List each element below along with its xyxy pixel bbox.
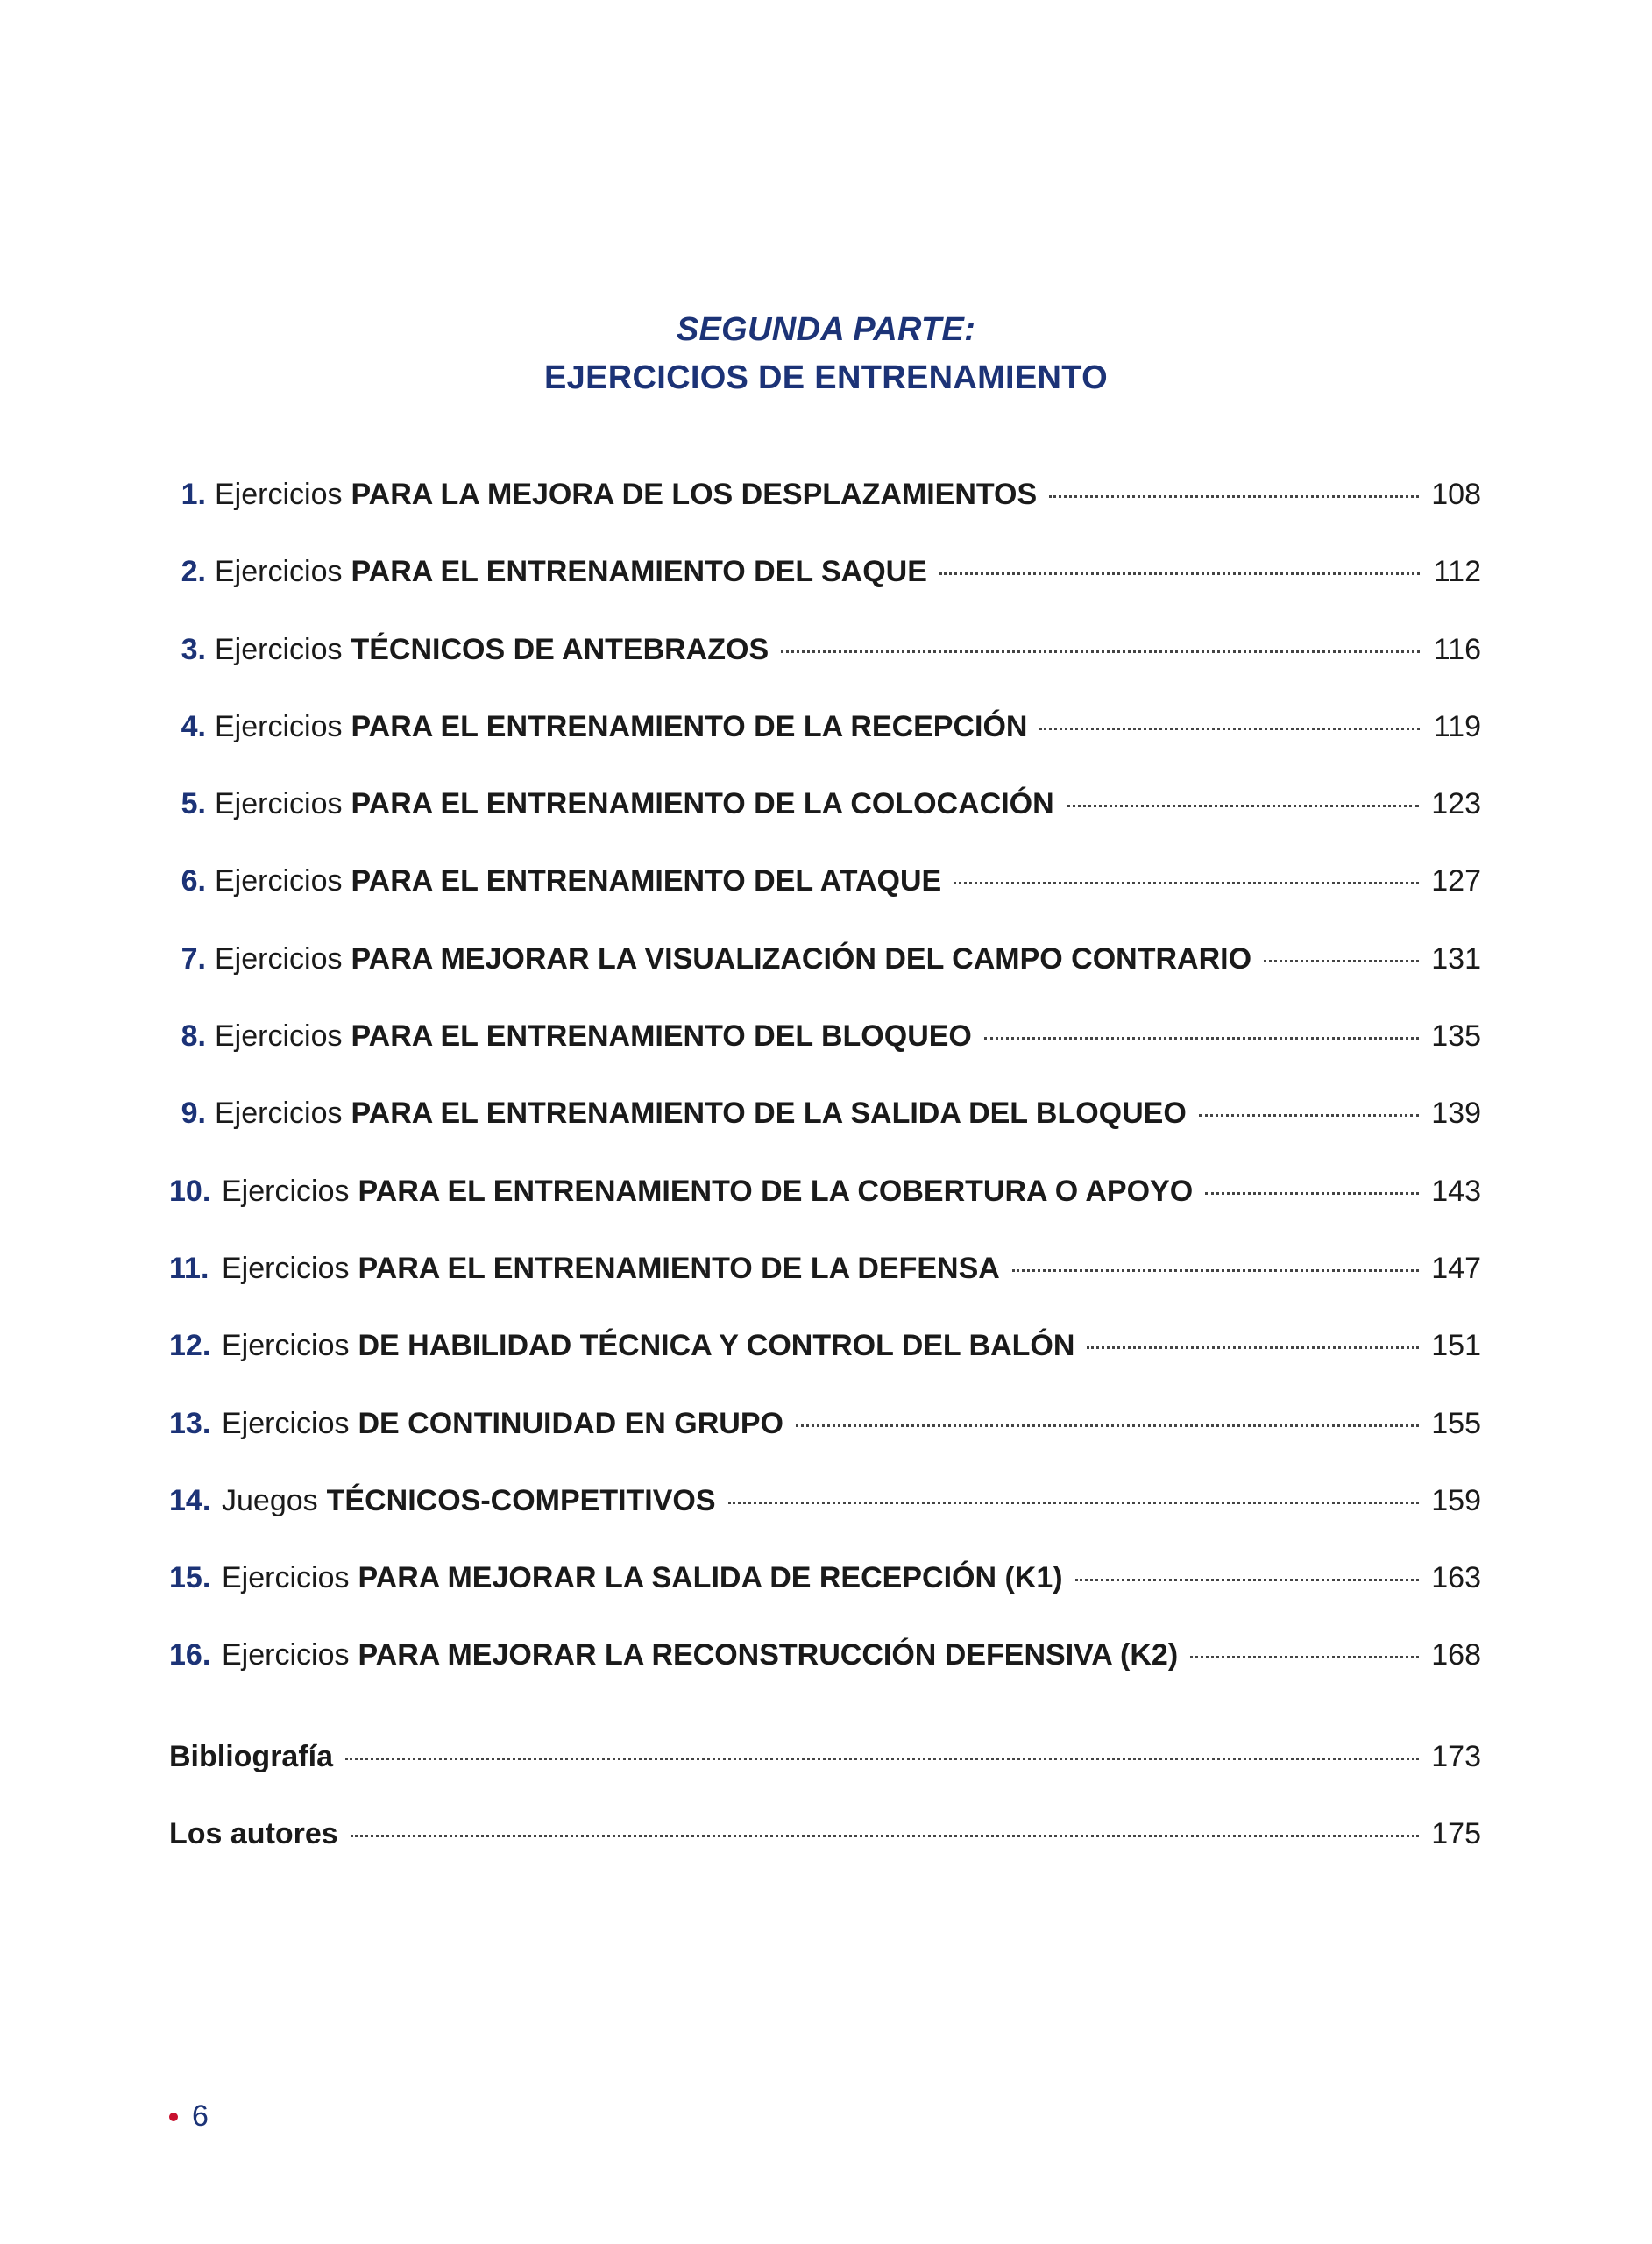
entry-number: 15. <box>169 1561 211 1595</box>
entry-number: 16. <box>169 1638 211 1672</box>
entry-title: TÉCNICOS-COMPETITIVOS <box>326 1483 716 1517</box>
entry-number: 5. <box>181 787 206 821</box>
bullet-icon <box>169 2113 178 2121</box>
toc-entry[interactable] <box>169 555 1481 632</box>
entry-prefix: Ejercicios <box>222 1561 350 1595</box>
entry-prefix: Ejercicios <box>222 1174 350 1208</box>
entry-title: PARA MEJORAR LA VISUALIZACIÓN DEL CAMPO CONTRARIO <box>351 941 1252 976</box>
toc-entry[interactable] <box>169 1019 1481 1097</box>
entry-page: 159 <box>1431 1483 1481 1517</box>
entry-page: 139 <box>1431 1097 1481 1131</box>
entry-number: 9. <box>181 1097 206 1131</box>
entry-prefix: Ejercicios <box>215 1097 343 1131</box>
dot-leader <box>1067 805 1420 807</box>
page-footer <box>169 2099 209 2134</box>
entry-title: PARA EL ENTRENAMIENTO DEL BLOQUEO <box>351 1019 972 1054</box>
back-matter-entry[interactable] <box>169 1817 1481 1894</box>
entry-title: PARA MEJORAR LA RECONSTRUCCIÓN DEFENSIVA (K2) <box>358 1638 1179 1672</box>
entry-title: PARA EL ENTRENAMIENTO DEL SAQUE <box>351 555 927 589</box>
part-heading: SEGUNDA PARTE: <box>676 311 976 348</box>
section-title: EJERCICIOS DE ENTRENAMIENTO <box>544 359 1108 396</box>
entry-number: 7. <box>181 941 206 976</box>
dot-leader <box>1087 1346 1419 1349</box>
back-matter-entry[interactable] <box>169 1740 1481 1817</box>
entry-number: 13. <box>169 1406 211 1440</box>
toc-entry[interactable] <box>169 942 1481 1019</box>
entry-prefix: Ejercicios <box>215 1019 343 1054</box>
entry-title: TÉCNICOS DE ANTEBRAZOS <box>351 632 769 666</box>
entry-prefix: Ejercicios <box>222 1406 350 1440</box>
entry-number: 14. <box>169 1483 211 1517</box>
entry-page: 147 <box>1431 1251 1481 1285</box>
entry-number: 11. <box>169 1251 209 1285</box>
toc-entry[interactable] <box>169 1252 1481 1329</box>
dot-leader <box>781 650 1420 653</box>
toc-entry[interactable] <box>169 1329 1481 1406</box>
entry-prefix: Ejercicios <box>215 709 343 743</box>
entry-number: 8. <box>181 1019 206 1054</box>
dot-leader <box>351 1835 1420 1837</box>
entry-page: 151 <box>1431 1329 1481 1363</box>
entry-title: PARA EL ENTRENAMIENTO DE LA COBERTURA O APOYO <box>358 1174 1194 1208</box>
entry-title: PARA MEJORAR LA SALIDA DE RECEPCIÓN (K1) <box>358 1561 1063 1595</box>
dot-leader <box>1075 1579 1420 1581</box>
table-of-contents <box>169 478 1481 1716</box>
entry-title: DE HABILIDAD TÉCNICA Y CONTROL DEL BALÓN <box>358 1329 1075 1363</box>
dot-leader <box>1012 1269 1419 1272</box>
toc-entry[interactable] <box>169 710 1481 787</box>
entry-number: 2. <box>181 555 206 589</box>
entry-page: 116 <box>1433 632 1481 666</box>
entry-number: 10. <box>169 1174 211 1208</box>
entry-title: DE CONTINUIDAD EN GRUPO <box>358 1406 783 1440</box>
dot-leader <box>796 1424 1419 1427</box>
toc-entry[interactable] <box>169 1175 1481 1252</box>
toc-entry[interactable] <box>169 787 1481 864</box>
entry-prefix: Ejercicios <box>222 1251 350 1285</box>
toc-entry[interactable] <box>169 1638 1481 1715</box>
entry-page: 135 <box>1431 1019 1481 1054</box>
entry-number: 12. <box>169 1329 211 1363</box>
entry-prefix: Ejercicios <box>215 478 343 511</box>
entry-title: PARA EL ENTRENAMIENTO DEL ATAQUE <box>351 864 942 898</box>
dot-leader <box>1205 1192 1419 1195</box>
entry-title: Los autores <box>169 1817 338 1851</box>
entry-prefix: Ejercicios <box>215 864 343 898</box>
dot-leader <box>1264 960 1419 962</box>
page-number: 6 <box>192 2099 209 2133</box>
toc-entry[interactable] <box>169 1484 1481 1561</box>
entry-number: 1. <box>181 478 206 511</box>
dot-leader <box>345 1758 1419 1760</box>
entry-prefix: Ejercicios <box>222 1638 350 1672</box>
entry-page: 155 <box>1431 1406 1481 1440</box>
dot-leader <box>1039 728 1420 730</box>
toc-entry[interactable] <box>169 633 1481 710</box>
entry-page: 163 <box>1431 1561 1481 1595</box>
entry-prefix: Ejercicios <box>215 632 343 666</box>
dot-leader <box>939 572 1420 575</box>
toc-entry[interactable] <box>169 478 1481 555</box>
entry-prefix: Ejercicios <box>215 787 343 821</box>
dot-leader <box>1049 495 1419 498</box>
entry-page: 131 <box>1431 941 1481 976</box>
entry-page: 127 <box>1431 864 1481 898</box>
dot-leader <box>1190 1656 1419 1658</box>
entry-title: PARA EL ENTRENAMIENTO DE LA SALIDA DEL BLOQUEO <box>351 1097 1187 1131</box>
dot-leader <box>954 882 1419 884</box>
entry-prefix: Ejercicios <box>215 555 343 589</box>
dot-leader <box>984 1037 1419 1040</box>
entry-page: 168 <box>1431 1638 1481 1672</box>
entry-title: PARA EL ENTRENAMIENTO DE LA DEFENSA <box>358 1251 1000 1285</box>
entry-page: 173 <box>1431 1740 1481 1773</box>
entry-title: Bibliografía <box>169 1740 334 1773</box>
entry-page: 119 <box>1433 709 1481 743</box>
dot-leader <box>728 1502 1420 1504</box>
toc-entry[interactable] <box>169 1097 1481 1174</box>
entry-title: PARA LA MEJORA DE LOS DESPLAZAMIENTOS <box>351 478 1038 511</box>
entry-page: 143 <box>1431 1174 1481 1208</box>
entry-title: PARA EL ENTRENAMIENTO DE LA RECEPCIÓN <box>351 709 1028 743</box>
entry-title: PARA EL ENTRENAMIENTO DE LA COLOCACIÓN <box>351 787 1054 821</box>
entry-prefix: Ejercicios <box>215 941 343 976</box>
entry-number: 4. <box>181 709 206 743</box>
back-matter-list <box>169 1740 1481 1895</box>
entry-number: 6. <box>181 864 206 898</box>
dot-leader <box>1199 1114 1419 1117</box>
entry-number: 3. <box>181 632 206 666</box>
toc-entry[interactable] <box>169 1561 1481 1638</box>
toc-entry[interactable] <box>169 864 1481 941</box>
entry-page: 175 <box>1431 1817 1481 1851</box>
entry-prefix: Juegos <box>222 1483 318 1517</box>
entry-prefix: Ejercicios <box>222 1329 350 1363</box>
entry-page: 108 <box>1431 478 1481 511</box>
entry-page: 112 <box>1433 555 1481 589</box>
entry-page: 123 <box>1431 787 1481 821</box>
toc-entry[interactable] <box>169 1407 1481 1484</box>
